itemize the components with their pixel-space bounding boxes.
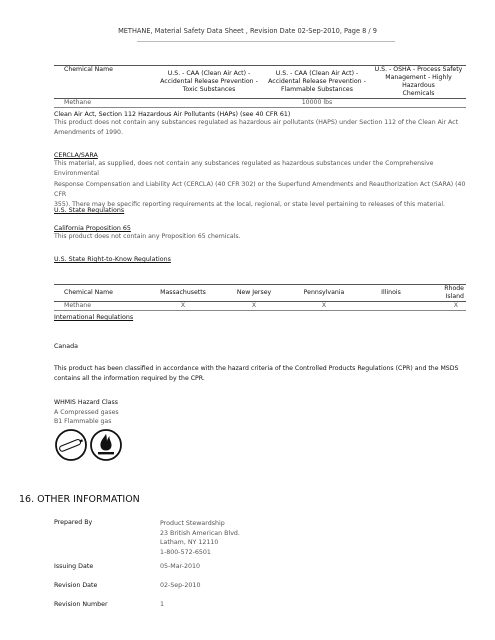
table-cell: [155, 99, 263, 108]
revision-date-label: Revision Date: [54, 582, 98, 589]
table-cell: X: [453, 302, 458, 309]
table-cell: [371, 99, 466, 108]
section-text: This product does not contain any Proposition 65 chemicals.: [54, 233, 241, 240]
whmis-section: [54, 398, 119, 427]
us-state-regulations-title: U.S. State Regulations: [54, 207, 125, 214]
rtk-header-new-jersey: New Jersey: [236, 289, 272, 296]
table-cell: Methane: [64, 302, 92, 309]
whmis-item: A Compressed gases: [54, 408, 119, 416]
whmis-item: B1 Flammable gas: [54, 418, 112, 425]
header-divider: [137, 41, 395, 42]
right-to-know-title: U.S. State Right-to-Know Regulations: [54, 256, 171, 263]
other-information-heading: 16. OTHER INFORMATION: [19, 494, 140, 505]
table-cell: Methane: [64, 99, 92, 106]
canada-title: Canada: [54, 343, 78, 350]
whmis-title: WHMIS Hazard Class: [54, 399, 118, 406]
flame-icon: [89, 428, 123, 466]
section-title: California Proposition 65: [54, 225, 131, 232]
caa-header-chemical: Chemical Name: [64, 66, 113, 73]
table-cell: X: [251, 302, 257, 309]
revision-number-value: 1: [160, 601, 165, 608]
rtk-header-massachusetts: Massachusetts: [160, 289, 206, 296]
section-title: CERCLA/SARA: [54, 152, 98, 159]
issuing-date-label: Issuing Date: [54, 563, 94, 570]
table-row: [54, 99, 466, 108]
canada-text: This product has been classified in accordance with the hazard criteria of the Controlled Products Regulations (CPR) and the MSDS contains all the information required by the CPR.: [54, 365, 459, 383]
rtk-header-illinois: Illinois: [381, 289, 401, 296]
rtk-header-chemical: Chemical Name: [64, 289, 113, 296]
clean-air-act-section: [54, 111, 474, 139]
table-row: [54, 302, 466, 311]
caa-regulations-table: [54, 65, 466, 108]
revision-number-label: Revision Number: [54, 601, 108, 608]
section-text: This material, as supplied, does not contain any substances regulated as hazardous substances under the Comprehensive Environmental Response Compensation and Liability Act (CERCLA) (40 CFR 302) or the Superfund Amendments and Reauthorization Act (SARA) (40 CFR 355). There may be specific reporting requirements at the local, regional, or state level pertaining to releases of this material.: [54, 160, 466, 209]
table-cell: X: [321, 302, 327, 309]
rtk-header-rhode-island: Rhode Island: [444, 285, 464, 300]
section-text: This product does not contain any substances regulated as hazardous air pollutants (HAPS) under Section 112 of the Clean Air Act Amendments of 1990.: [54, 119, 458, 137]
prepared-by-value: Product Stewardship 23 British American Blvd. Latham, NY 12110 1-800-572-6501: [160, 520, 240, 556]
right-to-know-table: [54, 284, 466, 311]
cercla-sara-section: [54, 152, 479, 210]
caa-header-osha: U.S. - OSHA - Process Safety Management - Highly Hazardous Chemicals: [374, 66, 463, 97]
prepared-by-label: Prepared By: [54, 519, 93, 526]
rtk-header-pennsylvania: Pennsylvania: [303, 289, 345, 296]
compressed-gas-cylinder-icon: [54, 428, 88, 466]
issuing-date-value: 05-Mar-2010: [160, 563, 201, 570]
caa-header-toxic: U.S. - CAA (Clean Air Act) - Accidental Release Prevention - Toxic Substances: [160, 70, 258, 93]
caa-header-flammable: U.S. - CAA (Clean Air Act) - Accidental Release Prevention - Flammable Substances: [268, 70, 366, 93]
table-cell: X: [180, 302, 186, 309]
revision-date-value: 02-Sep-2010: [160, 582, 201, 589]
table-cell: 10000 lbs: [301, 99, 333, 106]
table-cell: [359, 302, 423, 311]
page-header: METHANE, Material Safety Data Sheet , Revision Date 02-Sep-2010, Page 8 / 9: [118, 27, 377, 35]
international-regulations-title: International Regulations: [54, 314, 134, 321]
california-prop65-section: [54, 225, 474, 242]
section-title: Clean Air Act, Section 112 Hazardous Air Pollutants (HAPs) (see 40 CFR 61): [54, 111, 291, 118]
